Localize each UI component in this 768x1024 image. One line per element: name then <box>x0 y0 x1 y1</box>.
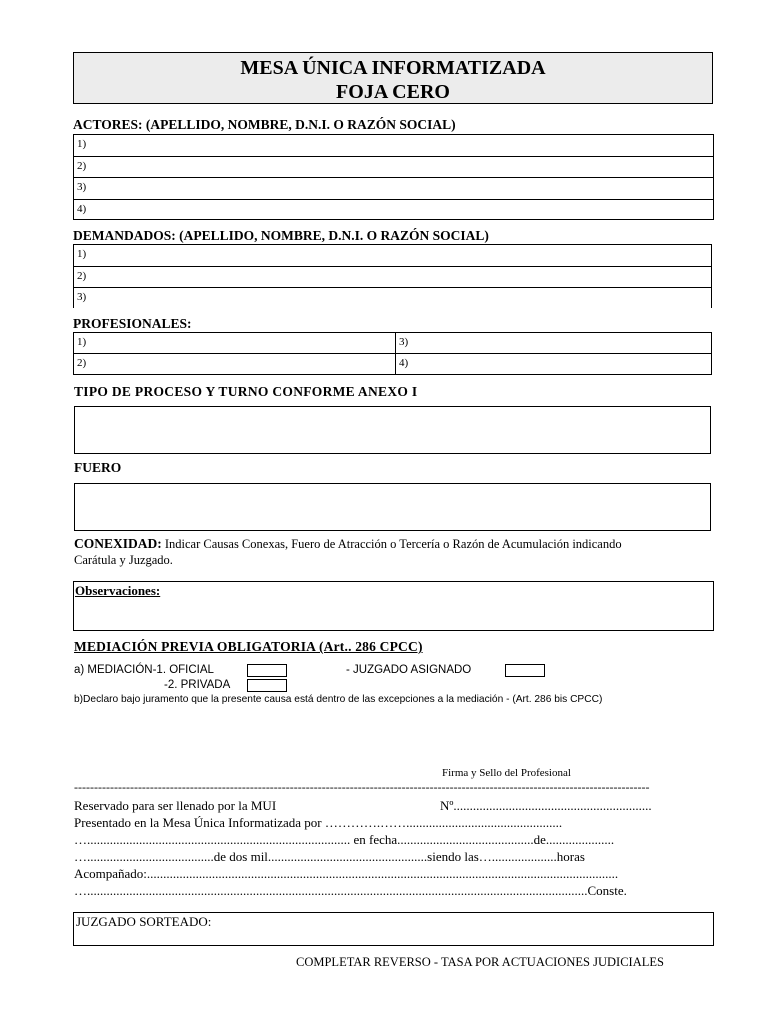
presentado-line: Presentado en la Mesa Única Informatizada por ………….……................................................ <box>74 815 563 830</box>
acompanado-line: Acompañado:................................................................................................................................................. <box>74 866 619 881</box>
juzgado-asignado-checkbox[interactable] <box>505 664 545 677</box>
fecha-line: …................................................................................. en fecha..........................................de..................... <box>74 832 615 847</box>
juzgado-asignado-label: - JUZGADO ASIGNADO <box>346 664 472 676</box>
actores-label: ACTORES: (APELLIDO, NOMBRE, D.N.I. O RAZÓN SOCIAL) <box>73 117 456 132</box>
profesional-cell-2[interactable]: 2) <box>74 354 396 375</box>
actor-row-4[interactable]: 4) <box>77 202 87 215</box>
form-title: MESA ÚNICA INFORMATIZADA <box>240 57 546 79</box>
observaciones-label: Observaciones: <box>75 583 161 598</box>
actores-table <box>73 134 714 220</box>
actor-row-1[interactable]: 1) <box>74 135 713 157</box>
demandado-row-2[interactable]: 2) <box>74 267 711 289</box>
profesionales-label: PROFESIONALES: <box>73 316 192 331</box>
mediacion-excepcion-text: b)Declaro bajo juramento que la presente causa está dentro de las excepciones a la mediación - (Art. 286 bis CPCC) <box>74 694 603 705</box>
reservado-label: Reservado para ser llenado por la MUI <box>74 798 277 813</box>
profesional-cell-4[interactable]: 4) <box>399 357 409 369</box>
demandados-label: DEMANDADOS: (APELLIDO, NOMBRE, D.N.I. O RAZÓN SOCIAL) <box>73 228 489 243</box>
form-title-box <box>73 52 713 104</box>
dos-mil-line: ….......................................de dos mil.................................................siendo las…....................horas <box>74 849 585 864</box>
profesional-cell-3[interactable]: 3) <box>396 333 711 354</box>
mediacion-oficial-label: a) MEDIACIÓN-1. OFICIAL <box>74 664 214 676</box>
conexidad-text <box>74 536 622 552</box>
juzgado-sorteado-label: JUZGADO SORTEADO: <box>76 914 212 929</box>
demandado-row-3[interactable]: 3) <box>77 291 87 303</box>
juzgado-sorteado-field[interactable] <box>73 912 714 946</box>
separator-line: ------------------------------------------------------------------------------------------------------------------------------------------------ <box>74 780 650 794</box>
tipo-proceso-label: TIPO DE PROCESO Y TURNO CONFORME ANEXO I <box>74 384 418 399</box>
demandado-row-1[interactable]: 1) <box>74 245 711 267</box>
actor-row-2[interactable]: 2) <box>74 157 713 179</box>
mediacion-privada-label: -2. PRIVADA <box>164 679 231 691</box>
tipo-proceso-field[interactable] <box>74 406 711 454</box>
fuero-label: FUERO <box>74 460 122 475</box>
numero-field: Nº............................................................. <box>440 798 652 813</box>
conexidad-description-2: Carátula y Juzgado. <box>74 553 173 567</box>
observaciones-field[interactable] <box>73 581 714 631</box>
mediacion-title: MEDIACIÓN PREVIA OBLIGATORIA (Art.. 286 CPCC) <box>74 639 423 654</box>
actor-row-3[interactable]: 3) <box>74 178 713 200</box>
mediacion-oficial-checkbox[interactable] <box>247 664 287 677</box>
profesional-cell-1[interactable]: 1) <box>74 333 396 354</box>
mediacion-privada-checkbox[interactable] <box>247 679 287 692</box>
profesionales-table <box>73 332 712 375</box>
conste-text: …..........................................................................................................................................................Conste. <box>74 883 627 898</box>
fuero-field[interactable] <box>74 483 711 531</box>
demandados-table <box>73 244 712 308</box>
conexidad-label: CONEXIDAD: <box>74 536 162 551</box>
footer-note: COMPLETAR REVERSO - TASA POR ACTUACIONES JUDICIALES <box>296 955 664 969</box>
firma-label: Firma y Sello del Profesional <box>442 767 571 779</box>
conexidad-description: Indicar Causas Conexas, Fuero de Atracción o Tercería o Razón de Acumulación indicando <box>161 537 622 551</box>
conste-line <box>74 883 692 899</box>
form-subtitle: FOJA CERO <box>336 81 450 103</box>
